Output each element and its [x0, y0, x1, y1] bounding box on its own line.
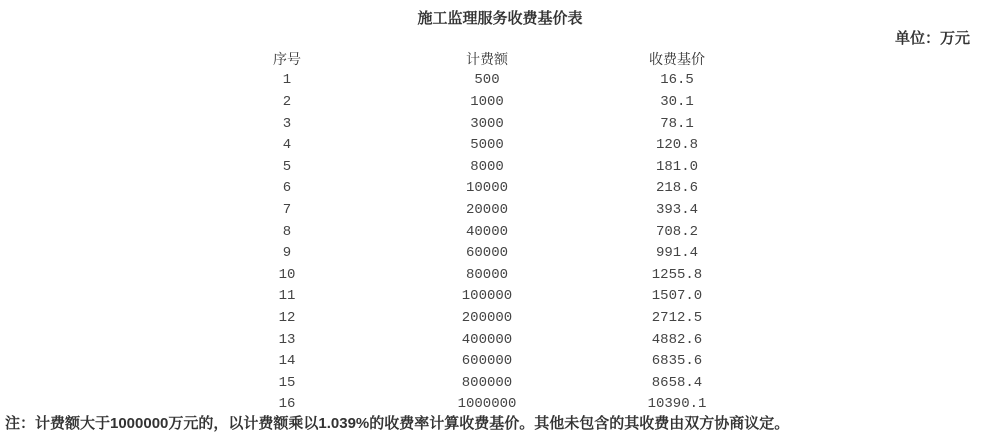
- table-row: [187, 329, 767, 351]
- row-index-cell: 10: [278, 266, 296, 283]
- base-price-cell: 708.2: [655, 223, 698, 240]
- table-row: [187, 134, 767, 156]
- row-index-cell: 3: [282, 115, 292, 132]
- table-row: [187, 178, 767, 200]
- footnote: 注：计费额大于1000000万元的，以计费额乘以1.039%的收费率计算收费基价。其他未包含的其收费由双方协商议定。: [5, 415, 790, 432]
- row-index-cell: 14: [278, 353, 296, 370]
- base-price-cell: 218.6: [655, 180, 698, 197]
- billing-amount-cell: 200000: [461, 309, 513, 326]
- row-index-cell: 11: [278, 288, 296, 305]
- base-price-cell: 10390.1: [647, 396, 707, 413]
- row-index-cell: 6: [282, 180, 292, 197]
- billing-amount-cell: 60000: [465, 245, 508, 262]
- row-index-cell: 15: [278, 374, 296, 391]
- base-price-cell: 1507.0: [651, 288, 703, 305]
- table-row: [187, 70, 767, 92]
- billing-amount-cell: 10000: [465, 180, 508, 197]
- row-index-cell: 12: [278, 309, 296, 326]
- billing-amount-cell: 100000: [461, 288, 513, 305]
- base-price-cell: 991.4: [655, 245, 698, 262]
- column-header-billing-amount: 计费额: [466, 50, 508, 67]
- base-price-cell: 30.1: [660, 93, 694, 110]
- table-row: [187, 307, 767, 329]
- billing-amount-cell: 1000: [470, 93, 504, 110]
- column-header-index: 序号: [273, 50, 301, 67]
- row-index-cell: 8: [282, 223, 292, 240]
- column-header-base-price: 收费基价: [649, 50, 705, 67]
- billing-amount-cell: 8000: [470, 158, 504, 175]
- row-index-cell: 7: [282, 201, 292, 218]
- row-index-cell: 2: [282, 93, 292, 110]
- billing-amount-cell: 800000: [461, 374, 513, 391]
- table-header-row: [187, 48, 767, 70]
- table-row: [187, 286, 767, 308]
- row-index-cell: 13: [278, 331, 296, 348]
- table-row: [187, 242, 767, 264]
- fee-table: [187, 48, 767, 415]
- base-price-cell: 6835.6: [651, 353, 703, 370]
- table-row: [187, 156, 767, 178]
- table-row: [187, 91, 767, 113]
- table-row: [187, 264, 767, 286]
- unit-label: 单位：万元: [894, 30, 970, 47]
- table-row: [187, 372, 767, 394]
- row-index-cell: 5: [282, 158, 292, 175]
- base-price-cell: 120.8: [655, 137, 698, 154]
- base-price-cell: 78.1: [660, 115, 694, 132]
- billing-amount-cell: 1000000: [457, 396, 517, 413]
- billing-amount-cell: 3000: [470, 115, 504, 132]
- row-index-cell: 4: [282, 137, 292, 154]
- billing-amount-cell: 40000: [465, 223, 508, 240]
- table-body: [187, 70, 767, 416]
- base-price-cell: 4882.6: [651, 331, 703, 348]
- billing-amount-cell: 80000: [465, 266, 508, 283]
- base-price-cell: 393.4: [655, 201, 698, 218]
- table-row: [187, 113, 767, 135]
- billing-amount-cell: 500: [474, 72, 500, 89]
- base-price-cell: 2712.5: [651, 309, 703, 326]
- base-price-cell: 181.0: [655, 158, 698, 175]
- row-index-cell: 9: [282, 245, 292, 262]
- billing-amount-cell: 400000: [461, 331, 513, 348]
- base-price-cell: 16.5: [660, 72, 694, 89]
- base-price-cell: 1255.8: [651, 266, 703, 283]
- page-title: 施工监理服务收费基价表: [417, 10, 583, 27]
- row-index-cell: 1: [282, 72, 292, 89]
- table-row: [187, 350, 767, 372]
- table-row: [187, 199, 767, 221]
- billing-amount-cell: 5000: [470, 137, 504, 154]
- billing-amount-cell: 20000: [465, 201, 508, 218]
- row-index-cell: 16: [278, 396, 296, 413]
- table-row: [187, 221, 767, 243]
- base-price-cell: 8658.4: [651, 374, 703, 391]
- billing-amount-cell: 600000: [461, 353, 513, 370]
